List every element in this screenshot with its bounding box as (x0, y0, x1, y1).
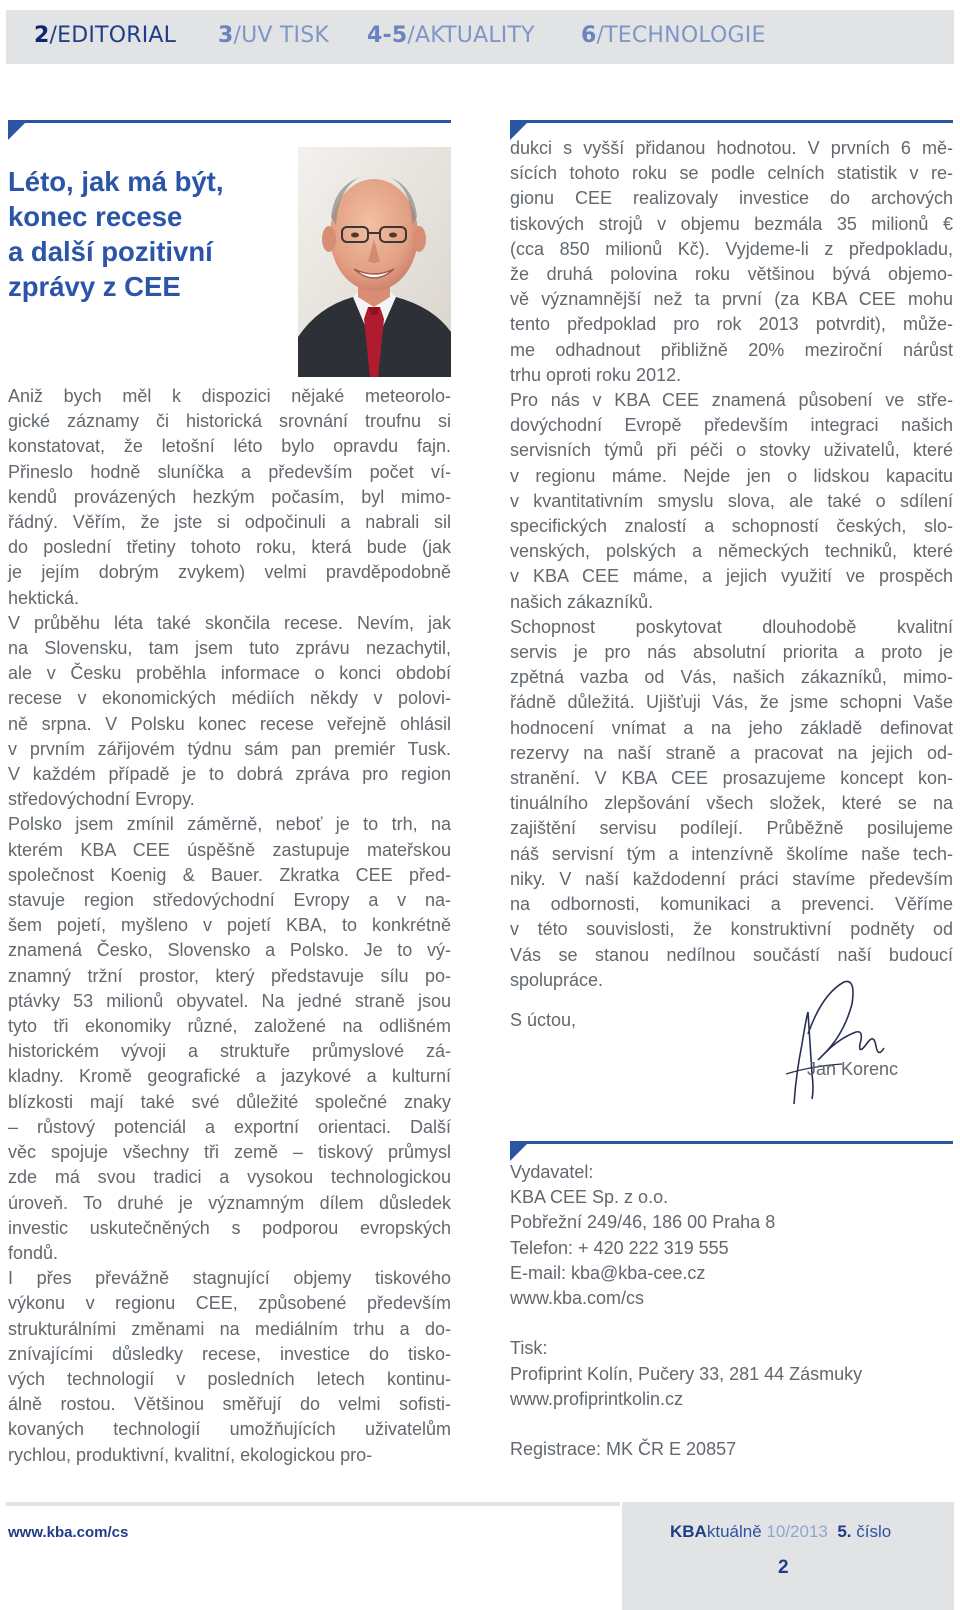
text-line: znívajícími důsledky recese, investice do tisko- (8, 1343, 451, 1364)
text-line: náš servisní tým a intenzívně školíme naše tech- (510, 843, 953, 864)
text-line: gionu CEE realizovaly investice do archových (510, 188, 953, 209)
text-line: – růstový potenciál a exportní orientaci. Další (8, 1116, 451, 1137)
text-line: gické záznamy či historická srovnání troufnu si (8, 411, 451, 432)
text-line: v regionu máme. Nejde jen o lidskou kapacitu (510, 465, 953, 486)
footer-rule (6, 1502, 620, 1506)
text-line: kterém KBA CEE úspěšně zastupuje mateřskou (8, 839, 451, 860)
text-line: na odbornosti, komunikaci a prevenci. Věříme (510, 894, 953, 915)
text-line: kendů provázených hezkým počasím, byl mimo- (8, 486, 451, 507)
rule-line (8, 120, 451, 123)
publisher-phone: Telefon: + 420 222 319 555 (510, 1237, 729, 1258)
text-line: tento předpoklad pro rok 2013 potvrdit), může- (510, 314, 953, 335)
rule-line (510, 1141, 953, 1144)
text-line: hodnocení vnímat a na jeho základě definovat (510, 717, 953, 738)
text-line: rychlou, produktivní, kvalitní, ekologickou pro- (8, 1444, 373, 1465)
text-line: našich zákazníků. (510, 591, 654, 612)
nav-item-number: 3 (218, 23, 234, 48)
text-line: me odhadnout přibližně 20% meziroční nárůst (510, 339, 953, 360)
footer-panel (622, 1502, 954, 1610)
text-line: historickém vývoji a struktuře průmyslové zá- (8, 1041, 451, 1062)
text-line: specifických znalostí a schopností českých, slo- (510, 516, 953, 537)
headline-line: Léto, jak má být, (8, 166, 224, 197)
text-line: tinuálního zlepšování všech složek, které se na (510, 793, 953, 814)
author-name: Jan Korenc (807, 1059, 899, 1079)
text-line: niky. V naší každodenní práci stavíme především (510, 868, 953, 889)
footer-url-link[interactable]: www.kba.com/cs (8, 1524, 129, 1541)
nav-item-technologie[interactable] (581, 23, 766, 48)
text-line: na Slovensku, tam jsem tuto zprávu nezachytil, (8, 638, 451, 659)
publisher-web[interactable]: www.kba.com/cs (510, 1287, 645, 1308)
printer-web[interactable]: www.profiprintkolin.cz (510, 1388, 684, 1409)
text-line: zde má svou tradici a vysokou technologickou (8, 1167, 451, 1188)
text-line: hektická. (8, 587, 80, 608)
text-line: dovýchodní Evropě především integraci našich (510, 415, 953, 436)
text-line: investic uskutečněných s podporou evropských (8, 1217, 451, 1238)
issue-date: 10/2013 (766, 1522, 828, 1541)
text-line: ně srpna. V Polsku konec recese veřejně ohlásil (8, 713, 451, 734)
text-line: álně rostou. Většinou směřují do velmi sofisti- (8, 1394, 451, 1415)
page-number: 2 (778, 1557, 789, 1578)
publisher-address: Pobřežní 249/46, 186 00 Praha 8 (510, 1212, 776, 1233)
text-line: v prvním zářijovém týdnu sám pan premiér Tusk. (8, 738, 451, 759)
text-line: stranění. V KBA CEE prosazujeme koncept kon- (510, 768, 953, 789)
issue-word: číslo (856, 1522, 892, 1541)
text-line: spolupráce. (510, 969, 604, 990)
article-right-column (510, 136, 953, 993)
text-line: venských, polských a německých techniků, které (510, 541, 953, 562)
brand-rest: ktuálně (706, 1522, 762, 1541)
text-line: řádně důležitá. Ujišťuji Vás, že jsme schopni Vaše (510, 692, 953, 713)
text-line: dukci s vyšší přidanou hodnotou. V prvních 6 mě- (510, 138, 953, 158)
article-left-column (8, 384, 451, 1468)
text-line: Pro nás v KBA CEE znamená působení ve stře- (510, 390, 953, 411)
headline-line: zprávy z CEE (8, 271, 181, 302)
text-line: je jejím dobrým zvykem) velmi pravděpodobně (8, 562, 451, 583)
text-line: tyto tři ekonomiky různé, založené na odlišném (8, 1016, 451, 1037)
brand-kba: KBA (670, 1522, 707, 1541)
text-line: kovaných technologií umožňujících uživatelům (8, 1419, 451, 1440)
text-line: středovýchodní Evropy. (8, 789, 195, 810)
text-line: fondů. (8, 1242, 59, 1263)
text-line: Vás se stanou nedílnou součástí naší budoucí (510, 944, 953, 965)
issue-number: 5. (837, 1522, 852, 1541)
text-line: znamný tržní prostor, který představuje sílu po- (8, 965, 451, 986)
text-line: ale v Česku proběhla informace o konci období (8, 663, 451, 684)
article-headline (8, 164, 283, 304)
text-line: tiskových strojů v objemu bezmála 35 milionů € (510, 213, 953, 234)
text-line: blízkosti mají také své důležité společné znaky (8, 1091, 451, 1112)
corner-triangle (510, 1141, 530, 1161)
text-line: zajištění servisu podílejí. Průběžně posilujeme (510, 818, 953, 839)
author-portrait (298, 147, 451, 377)
nav-item-number: 6 (581, 23, 597, 48)
headline-line: a další pozitivní (8, 236, 213, 267)
publisher-rule (510, 1141, 953, 1161)
text-line: sících tohoto roku se podle celních statistik v re- (510, 163, 953, 184)
nav-item-aktuality[interactable] (367, 23, 535, 48)
signature-image (782, 974, 902, 1114)
corner-triangle (8, 120, 28, 140)
text-line: (cca 850 milionů Kč). Vyjdeme-li z předpokladu, (510, 238, 953, 259)
print-label: Tisk: (510, 1338, 548, 1359)
text-line: trhu oproti roku 2012. (510, 364, 682, 385)
publisher-info (510, 1160, 953, 1462)
spacer (510, 1412, 953, 1437)
nav-item-label: /AKTUALITY (407, 23, 535, 48)
spacer (510, 1311, 953, 1336)
nav-item-number: 2 (34, 23, 50, 48)
section-nav-bar (6, 10, 954, 64)
text-line: Aniž bych měl k dispozici nějaké meteorolo- (8, 386, 451, 406)
text-line: šem pojetí, myšleno v pojetí KBA, to konkrétně (8, 915, 451, 936)
publisher-email[interactable]: E-mail: kba@kba-cee.cz (510, 1262, 706, 1283)
nav-item-label: /TECHNOLOGIE (596, 23, 766, 48)
text-line: V každém případě je to dobrá zpráva pro region (8, 764, 451, 785)
text-line: v této souvislosti, že konstruktivní podněty od (510, 919, 953, 940)
text-line: I přes převážně stagnující objemy tiskového (8, 1268, 451, 1289)
text-line: v KBA CEE máme, a jejich využití ve prospěch (510, 566, 953, 587)
text-line: Přineslo hodně sluníčka a především počet ví- (8, 461, 451, 482)
text-line: strukturálními změnami na mediálním trhu a do- (8, 1318, 451, 1339)
text-line: vých technologií v posledních letech kontinu- (8, 1368, 451, 1389)
text-line: stavuje region středovýchodní Evropy a v na- (8, 890, 451, 911)
nav-item-label: /UV TISK (233, 23, 329, 48)
text-line: kladny. Kromě geografické a jazykové a kulturní (8, 1066, 451, 1087)
text-line: konstatovat, že letošní léto bylo opravdu fajn. (8, 436, 451, 457)
text-line: znamená Česko, Slovensko a Polsko. Je to vý- (8, 940, 451, 961)
publisher-name: KBA CEE Sp. z o.o. (510, 1187, 669, 1208)
text-line: Polsko jsem zmínil záměrně, neboť je to trh, na (8, 814, 451, 835)
text-line: že druhá polovina roku většinou bývá objemo- (510, 264, 953, 285)
text-line: servis je pro nás absolutní priorita a proto je (510, 642, 953, 663)
text-line: Schopnost poskytovat dlouhodobě kvalitní (510, 616, 953, 637)
nav-item-uv-tisk[interactable] (218, 23, 329, 48)
text-line: úroveň. To druhé je významným dílem důsledek (8, 1192, 451, 1213)
rule-line (510, 120, 953, 123)
publisher-label: Vydavatel: (510, 1162, 594, 1182)
text-line: vě významnější než ta první (za KBA CEE mohu (510, 289, 953, 310)
text-line: společnost Koenig & Bauer. Zkratka CEE před- (8, 864, 451, 885)
portrait-image (298, 147, 451, 377)
footer-issue-info (670, 1522, 891, 1542)
text-line: věc spojuje všechny tři země – tiskový průmysl (8, 1142, 451, 1163)
text-line: V průběhu léta také skončila recese. Nevím, jak (8, 612, 451, 633)
signature (782, 974, 902, 1114)
text-line: zpětná vazba od Vás, našich zákazníků, mimo- (510, 667, 953, 688)
text-line: servisních týmů při péči o stovky uživatelů, které (510, 440, 953, 461)
headline-line: konec recese (8, 201, 183, 232)
salutation: S úctou, (510, 1010, 577, 1030)
registration: Registrace: MK ČR E 20857 (510, 1439, 737, 1460)
text-line: do poslední třetiny tohoto roku, která bude (jak (8, 537, 451, 558)
left-column-rule (8, 120, 451, 140)
text-line: řádný. Věřím, že jste si odpočinuli a nabrali sil (8, 512, 451, 533)
text-line: rezervy na naší straně a pracovat na jejich od- (510, 742, 953, 763)
printer: Profiprint Kolín, Pučery 33, 281 44 Zásmuky (510, 1363, 863, 1384)
text-line: recese v ekonomických médiích někdy v polovi- (8, 688, 451, 709)
nav-item-label: /EDITORIAL (49, 23, 177, 48)
text-line: ptávky 53 milionů obyvatel. Na jedné straně jsou (8, 990, 451, 1011)
text-line: v kvantitativním smyslu slova, ale také o sdílení (510, 490, 953, 511)
text-line: výkonu v regionu CEE, způsobené především (8, 1293, 451, 1314)
nav-item-editorial[interactable] (34, 23, 176, 48)
nav-item-number: 4-5 (367, 23, 408, 48)
